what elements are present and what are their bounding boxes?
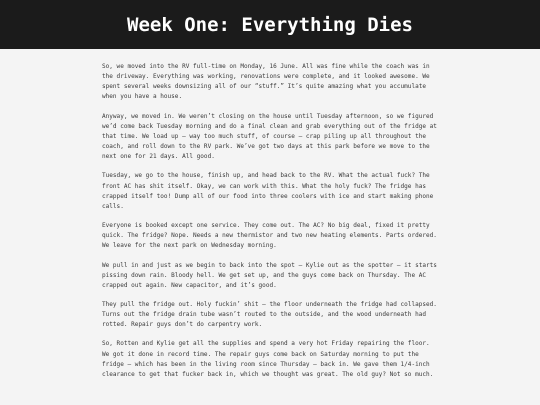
article-paragraph: Everyone is booked except one service. They come out. The AC? No big deal, fixed it pretty quick. The fridge? Nope. Needs a new thermistor and two new heating elements. Parts ordered. We leave for the next park on Wednesday morning. <box>102 222 437 250</box>
page-title: Week One: Everything Dies <box>127 13 413 36</box>
page-header <box>0 0 540 49</box>
article-paragraph: Tuesday, we go to the house, finish up, and head back to the RV. What the actual fuck? The front AC has shit itself. Okay, we can work with this. What the holy fuck? The fridge has crapped itself too! Dump all of our food into three coolers with ice and start making phone calls. <box>102 172 434 210</box>
article-body <box>102 62 440 389</box>
article-paragraph: Anyway, we moved in. We weren’t closing on the house until Tuesday afternoon, so we figured we’d come back Tuesday morning and do a final clean and grab everything out of the fridge at that time. We load up — way too much stuff, of course — crap piling up all throughout the coach, and roll down to the RV park. We’ve got two days at this park before we move to the next one for 21 days. All good. <box>102 112 437 161</box>
article-paragraph: They pull the fridge out. Holy fuckin’ shit — the floor underneath the fridge had collapsed. Turns out the fridge drain tube wasn’t routed to the outside, and the wood underneath had rotted. Repair guys don’t do carpentry work. <box>102 300 437 329</box>
article-paragraph: So, Rotten and Kylie get all the supplies and spend a very hot Friday repairing the floor. We got it done in record time. The repair guys come back on Saturday morning to put the fridge — which has been in the living room since Thursday — back in. We gave them 1/4-inch clearance to get that fucker back in, which we thought was great. The old guy? Not so much. <box>102 340 434 378</box>
article-paragraph: We pull in and just as we begin to back into the spot — Kylie out as the spotter — it starts pissing down rain. Bloody hell. We get set up, and the guys come back on Thursday. The AC crapped out again. New capacitor, and it’s good. <box>102 261 437 289</box>
article-paragraph: So, we moved into the RV full-time on Monday, 16 June. All was fine while the coach was in the driveway. Everything was working, renovations were complete, and it looked awesome. We spent several weeks downsizing all of our “stuff.” It’s quite amazing what you accumulate when you have a house. <box>102 63 430 101</box>
